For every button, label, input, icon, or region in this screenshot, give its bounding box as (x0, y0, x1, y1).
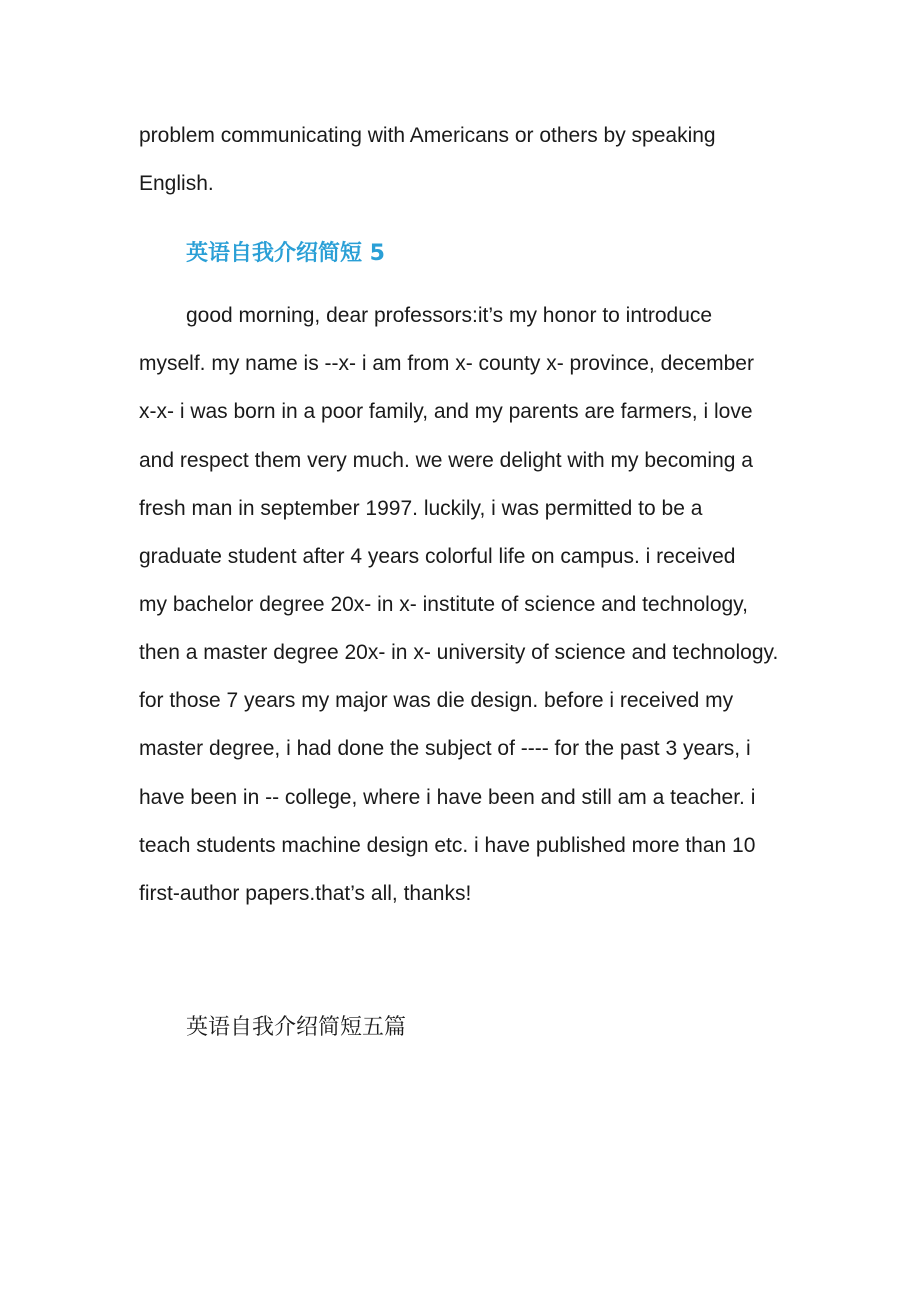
paragraph-line-4: and respect them very much. we were delight with my becoming a (139, 449, 753, 472)
section-heading: 英语自我介绍简短 5 (186, 241, 385, 266)
paragraph-line-8: then a master degree 20x- in x- university of science and technology. (139, 641, 779, 664)
paragraph-line-13: first-author papers.that’s all, thanks! (139, 882, 472, 905)
paragraph-line-12: teach students machine design etc. i have published more than 10 (139, 834, 756, 857)
intro-line-2: English. (139, 172, 214, 195)
paragraph-line-7: my bachelor degree 20x- in x- institute of science and technology, (139, 593, 748, 616)
intro-line-1: problem communicating with Americans or others by speaking (139, 124, 716, 147)
paragraph-line-10: master degree, i had done the subject of ---- for the past 3 years, i (139, 737, 751, 760)
paragraph-line-2: myself. my name is --x- i am from x- county x- province, december (139, 352, 754, 375)
paragraph-line-1: good morning, dear professors:it’s my honor to introduce (186, 304, 713, 327)
paragraph-line-9: for those 7 years my major was die design. before i received my (139, 689, 734, 712)
footer-title: 英语自我介绍简短五篇 (186, 1015, 407, 1040)
paragraph-line-11: have been in -- college, where i have been and still am a teacher. i (139, 786, 756, 809)
paragraph-line-5: fresh man in september 1997. luckily, i was permitted to be a (139, 497, 703, 520)
paragraph-line-6: graduate student after 4 years colorful life on campus. i received (139, 545, 736, 568)
paragraph-line-3: x-x- i was born in a poor family, and my parents are farmers, i love (139, 400, 753, 423)
